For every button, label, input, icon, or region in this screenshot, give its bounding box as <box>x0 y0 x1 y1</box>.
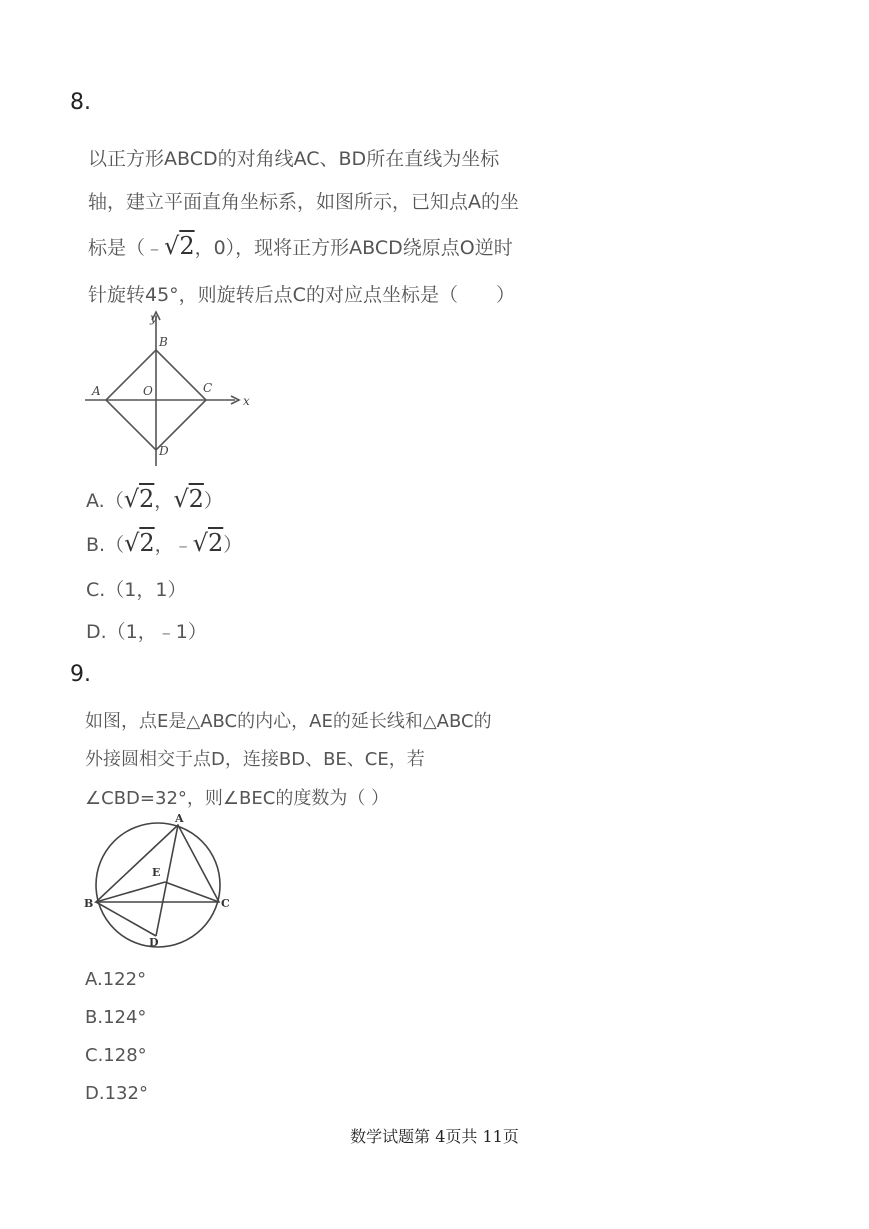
q9-text-line-1: 如图，点E是△ABC的内心，AE的延长线和△ABC的 <box>85 711 492 732</box>
label-e: E <box>152 866 161 879</box>
label-b: B <box>84 897 94 910</box>
label-a: A <box>175 812 184 825</box>
q9-option-d[interactable]: D.132° <box>85 1083 148 1104</box>
q8-text-line-2: 轴，建立平面直角坐标系，如图所示，已知点A的坐 <box>88 191 519 213</box>
q8-option-b[interactable]: B.（√2，﹣√2） <box>86 529 243 557</box>
q9-text-line-3: ∠CBD=32°，则∠BEC的度数为（ ） <box>85 788 390 809</box>
q8-option-c[interactable]: C.（1，1） <box>86 579 187 601</box>
segment-bd <box>96 902 156 936</box>
label-y: y <box>150 311 157 325</box>
label-a: A <box>92 384 101 398</box>
sqrt-two: √2 <box>123 485 155 513</box>
q8-text-line-1: 以正方形ABCD的对角线AC、BD所在直线为坐标 <box>88 148 500 170</box>
q8-option-d[interactable]: D.（1，﹣1） <box>86 621 207 643</box>
q8-figure <box>85 308 265 468</box>
page-footer: 数学试题第 4页共 11页 <box>350 1127 519 1146</box>
q8-text-line-3 <box>88 232 513 260</box>
label-d: D <box>159 444 169 458</box>
question-9-number: 9. <box>70 662 91 687</box>
q8-option-a[interactable]: A.（√2，√2） <box>86 485 223 513</box>
label-b: B <box>159 335 168 349</box>
sqrt-two: √2 <box>173 485 204 513</box>
sqrt-two: √2 <box>124 529 155 557</box>
label-c: C <box>221 897 230 910</box>
label-x: x <box>243 394 250 408</box>
label-d: D <box>149 936 159 949</box>
q8-line-3-prefix: 标是（﹣ <box>88 237 165 259</box>
sqrt-two: √2 <box>164 232 195 260</box>
q8-line-3-suffix: ，0），现将正方形ABCD绕原点O逆时 <box>194 237 513 259</box>
q9-option-c[interactable]: C.128° <box>85 1045 147 1066</box>
q8-text-line-4: 针旋转45°，则旋转后点C的对应点坐标是（ ） <box>88 284 515 306</box>
label-c: C <box>203 381 213 395</box>
label-o: O <box>143 384 153 398</box>
segment-ce <box>165 882 219 902</box>
q9-text-line-2: 外接圆相交于点D，连接BD、BE、CE，若 <box>85 749 425 770</box>
question-8-number: 8. <box>70 90 91 115</box>
sqrt-two: √2 <box>192 529 224 557</box>
q9-figure <box>82 812 242 952</box>
triangle-abc <box>96 825 219 902</box>
q9-option-b[interactable]: B.124° <box>85 1007 147 1028</box>
q9-option-a[interactable]: A.122° <box>85 969 147 990</box>
